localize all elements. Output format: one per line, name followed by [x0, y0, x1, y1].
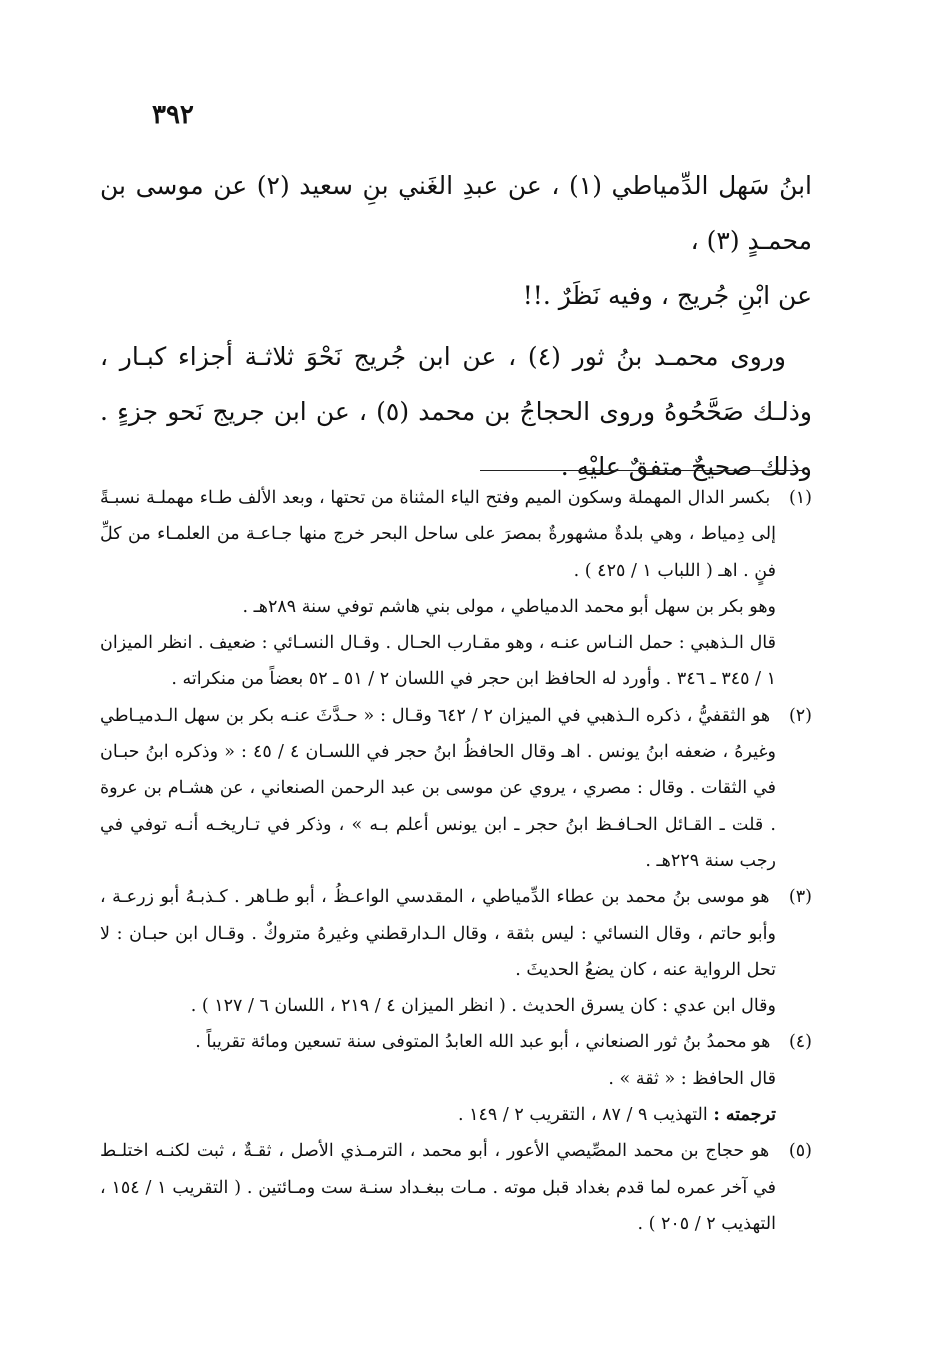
footnote-text: هو حجاج بن محمد المصِّيصي الأعور ، أبو محمد ، الترمـذي الأصل ، ثقـةٌ ، ثبت لكنـه اختلـط في آخر عمره لما قدم بغداد قبل موته . مـات ببغـداد سنـة ست ومـائتين . ( التقريب ١ / ١٥٤ ، التهذيب ٢ / ٢٠٥ ) .	[100, 1141, 776, 1234]
footnote-2	[100, 698, 812, 879]
footnote-marker: (٢)	[788, 705, 812, 726]
footnote-divider	[480, 470, 802, 471]
footnote-text: هو محمدُ بنُ ثور الصنعاني ، أبو عبد الله العابدُ المتوفى سنة تسعين ومائة تقريباً .	[195, 1032, 771, 1053]
footnote-text: هو الثقفيُّ ، ذكره الـذهبي في الميزان ٢ / ٦٤٢ وقـال : « حـدَّثَ عنـه بكر بن سهل الـدميـاطي وغيرهُ ، ضعفه ابنُ يونس . اهـ وقال الحافظُ ابنُ حجر في اللسـان ٤ / ٤٥ : « وذكره ابنُ حبـان في الثقات . وقال : مصري ، يروي عن موسى بن عبد الرحمن الصنعاني ، عن هشـام بن عروة . قلت ـ القـائل الحـافـظ ابنُ حجر ـ ابن يونس أعلم بـه » ، وذكر في تـاريخـه أنـه توفي في رجب سنة ٢٢٩هـ .	[100, 705, 776, 871]
footnote-text: بكسر الدال المهملة وسكون الميم وفتح الياء المثناة من تحتها ، وبعد الألف طـاء مهملـة نسبـةً إلى دِمياط ، وهي بلدةٌ مشهورةٌ بمصرَ على ساحل البحر خرج منها جـاعـة من العلمـاء من كلِّ فنٍ . اهـ ( اللباب ١ / ٤٢٥ ) .	[100, 488, 776, 581]
main-line-2: عن ابْنِ جُريج ، وفيه نَظَرٌ .!!	[522, 281, 812, 310]
footnote-4	[100, 1024, 812, 1133]
main-paragraph: وروى محمـد بنُ ثور (٤) ، عن ابن جُريج نَحْوَ ثلاثـة أجزاء كبـار ، وذلـك صَحَّحُوهُ وروى الحجاجُ بن محمد (٥) ، عن ابن جريج نَحو جزءٍ . وذلك صحيحٌ متفقٌ عليْهِ .	[100, 342, 813, 481]
main-line-1: ابنُ سَهل الدِّمياطي (١) ، عن عبدِ الغَني بنِ سعيد (٢) عن موسى بن محمـدٍ (٣) ،	[100, 171, 812, 255]
footnote-extra: قال الحافظ : « ثقة » .	[608, 1068, 776, 1089]
footnote-marker: (٣)	[788, 887, 812, 908]
footnote-reference	[100, 1097, 776, 1133]
footnote-extra: وقال ابن عدي : كان يسرق الحديث . ( انظر الميزان ٤ / ٢١٩ ، اللسان ٦ / ١٢٧ ) .	[190, 996, 776, 1017]
footnote-marker: (٥)	[788, 1141, 812, 1162]
footnote-marker: (١)	[788, 488, 812, 508]
footnote-reference-text: التهذيب ٩ / ٨٧ ، التقريب ٢ / ١٤٩ .	[457, 1105, 708, 1126]
page-number: ٣٩٢	[152, 100, 194, 130]
main-text	[100, 158, 812, 494]
footnote-text: هو موسى بنُ محمد بن عطاء الدِّمياطي ، المقدسي الواعـظُ ، أبو طـاهر . كـذبـهُ أبو زرعـة ، وأبو حاتم ، وقال النسائي : ليس بثقة ، وقال الـدارقطني وغيرهُ متروكٌ . وقـال ابن حبـان : لا تحل الرواية عنه ، كان يضعُ الحديثَ .	[100, 887, 776, 980]
footnote-extra: وهو بكر بن سهل أبو محمد الدمياطي ، مولى بني هاشم توفي سنة ٢٨٩هـ .	[242, 596, 776, 617]
footnote-bold-label: ترجمته :	[713, 1105, 776, 1126]
footnotes	[100, 480, 812, 1242]
footnote-marker: (٤)	[788, 1032, 812, 1053]
footnote-5	[100, 1133, 812, 1242]
footnote-extra: قال الـذهبي : حمل النـاس عنـه ، وهو مقـارب الحـال . وقـال النسـائي : ضعيف . انظر الميزان ١ / ٣٤٥ ـ ٣٤٦ . وأورد له الحافظ ابن حجر في اللسان ٢ / ٥١ ـ ٥٢ بعضاً من منكراته .	[100, 633, 776, 690]
footnote-3	[100, 879, 812, 1024]
footnote-1	[100, 480, 812, 698]
